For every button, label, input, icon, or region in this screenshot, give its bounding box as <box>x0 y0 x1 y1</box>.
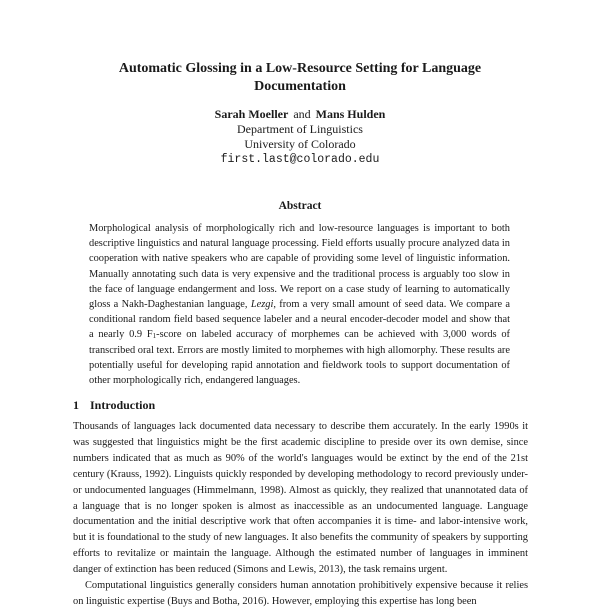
author-line <box>100 107 500 122</box>
section-heading-introduction <box>73 398 528 413</box>
f-score-subscript: 1 <box>152 332 157 341</box>
abstract-heading: Abstract <box>278 200 322 212</box>
section-number: 1 <box>73 398 79 412</box>
introduction-paragraph-1: Thousands of languages lack documented data necessary to describe them accurately. In the early 1990s it was suggested that linguistics might be the first academic discipline to preside over its own demise, since numbers indicated that as much as 90% of the world's languages would be extinct by the end of the 21st century (Krauss, 1992). Linguists quickly responded by developing methodology to record previously under- or undocumented languages (Himmelmann, 1998). Almost as quickly, they realized that unannotated data of a language that is no longer spoken is almost as inaccessible as an undocumented language. Language documentation and the initial descriptive work that often accompanies it is time- and labor-intensive work, but it is foundational to the study of new languages. It also benefits the community of speakers by supporting efforts to revitalize or maintain the language. Although the estimated number of languages in imminent danger of extinction has been reduced (Simons and Lewis, 2013), the task remains urgent. <box>73 421 528 576</box>
author-email: first.last@colorado.edu <box>220 153 380 166</box>
section-title: Introduction <box>90 398 156 412</box>
abstract-language-name: Lezgi <box>250 299 274 311</box>
author-block <box>100 107 500 167</box>
affiliation-university: University of Colorado <box>244 137 356 151</box>
paper-title: Automatic Glossing in a Low-Resource Setting for Language Documentation <box>118 61 482 94</box>
author-name-1: Sarah Moeller <box>214 107 289 121</box>
author-name-2: Mans Hulden <box>315 107 386 121</box>
author-separator: and <box>293 107 311 121</box>
abstract-text-part-1: Morphological analysis of morphologically rich and low-resource languages is important to both descriptive linguistics and natural language processing. Field efforts usually procure analyzed data in cooperation with native speakers who are capable of providing some level of linguistic information. Manually annotating such data is very expensive and the traditional process is arguably too slow in the face of language endangerment and loss. We report on a case study of learning to automatically gloss a Nakh-Daghestanian language, <box>89 223 510 311</box>
abstract-text-part-3: -score on labeled accuracy of morphemes can be achieved with 3,000 words of transcribed oral text. Errors are mostly limited to morphemes with high allomorphy. These results are potentially useful for developing rapid annotation and fieldwork tools to support documentation of other morphologically rich, endangered languages. <box>89 329 511 387</box>
abstract-text <box>89 221 510 388</box>
abstract-text-part-2: , from a very small amount of seed data. We compare a conditional random field based sequence labeler and a neural encoder-decoder model and show that a nearly 0.9 F <box>89 299 510 341</box>
introduction-paragraph-2: Computational linguistics generally considers human annotation prohibitively expensive because it relies on linguistic expertise (Buys and Botha, 2016). However, employing this expertise has long been <box>73 580 528 607</box>
affiliation-department: Department of Linguistics <box>237 122 363 136</box>
introduction-body <box>73 419 528 610</box>
